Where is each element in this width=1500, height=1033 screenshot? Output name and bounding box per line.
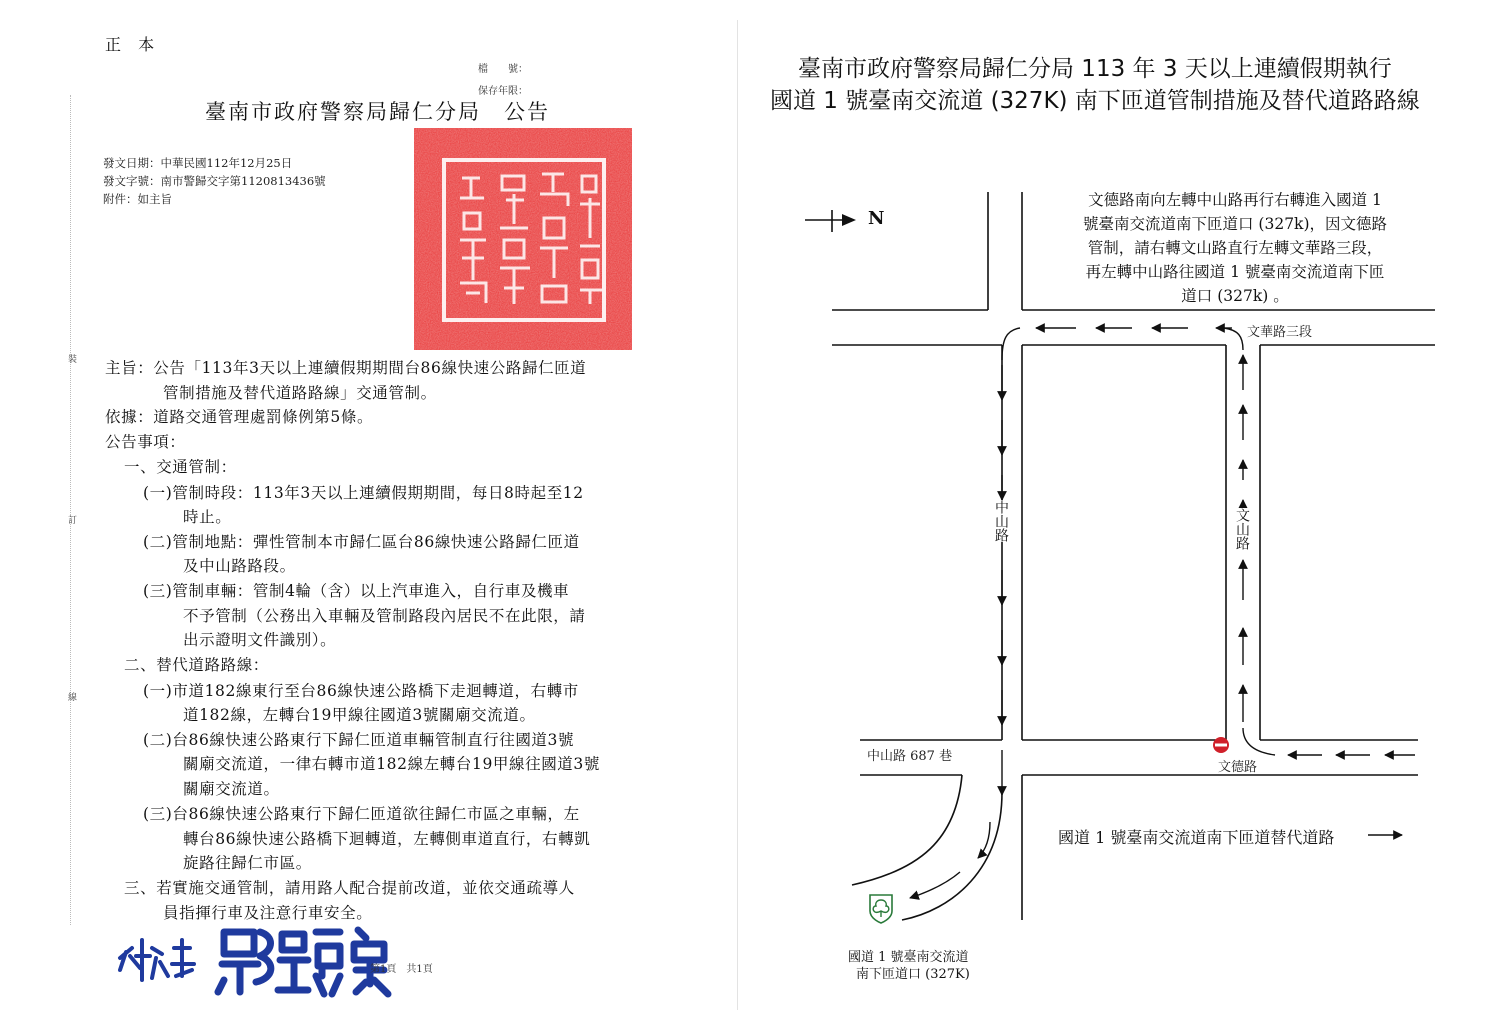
- subject-line-2: 管制措施及替代道路路線」交通管制。: [163, 384, 437, 402]
- official-seal-stamp: [414, 128, 632, 350]
- item-1-2-line-2: 及中山路路段。: [183, 557, 296, 575]
- item-2-2-line-1: (二)台86線快速公路東行下歸仁匝道車輛管制直行往國道3號: [143, 731, 575, 749]
- announcement-heading: 公告事項：: [105, 433, 186, 451]
- road-label-alley-687: 中山路 687 巷: [867, 749, 953, 764]
- item-2-1-line-1: (一)市道182線東行至台86線快速公路橋下走迴轉道，右轉市: [143, 682, 579, 700]
- road-label-zhongshan: 中山路: [993, 500, 1009, 542]
- detour-notice-line: 號臺南交流道南下匝道口 (327k)，因文德路: [1083, 215, 1387, 233]
- alternate-route-label: 國道 1 號臺南交流道南下匝道替代道路: [1058, 828, 1335, 847]
- map-title-line-2: 國道 1 號臺南交流道 (327K) 南下匝道管制措施及替代道路路線: [770, 88, 1420, 114]
- item-2-3-line-2: 轉台86線快速公路橋下迴轉道，左轉側車道直行，右轉凱: [183, 830, 591, 848]
- detour-notice: [1045, 188, 1425, 308]
- freeway-1-shield: [870, 895, 892, 923]
- copy-mark: 正 本: [105, 35, 161, 54]
- ramp-label-line-1: 國道 1 號臺南交流道: [848, 950, 969, 965]
- item-1-3-line-3: 出示證明文件識別）。: [183, 631, 337, 649]
- subject-line-1: 主旨：公告「113年3天以上連續假期期間台86線快速公路歸仁匝道: [105, 359, 587, 377]
- detour-notice-line: 再左轉中山路往國道 1 號臺南交流道南下匝: [1085, 263, 1385, 281]
- section-3-line-2: 員指揮行車及注意行車安全。: [163, 904, 373, 922]
- official-notice-page: [0, 0, 735, 1033]
- item-2-2-line-2: 關廟交流道，一律右轉市道182線左轉台19甲線往國道3號: [183, 755, 600, 773]
- road-map: [740, 0, 1500, 1033]
- road-label-wenshan: 文山路: [1234, 508, 1250, 550]
- road-label-wenhua: 文華路三段: [1247, 325, 1313, 340]
- detour-notice-line: 管制，請右轉文山路直行左轉文華路三段，: [1087, 239, 1383, 257]
- ramp-label-line-2: 南下匝道口 (327K): [856, 967, 970, 982]
- issue-number: 發文字號：南市警歸交字第1120813436號: [103, 174, 326, 188]
- item-2-2-line-3: 關廟交流道。: [183, 780, 280, 798]
- document-title: 臺南市政府警察局歸仁分局 公告: [205, 100, 550, 124]
- item-2-1-line-2: 道182線，左轉台19甲線往國道3號關廟交流道。: [183, 706, 536, 724]
- north-label: N: [868, 208, 885, 229]
- chief-signature: [112, 918, 402, 998]
- map-title-line-1: 臺南市政府警察局歸仁分局 113 年 3 天以上連續假期執行: [798, 56, 1392, 82]
- detour-notice-line: 道口 (327k) 。: [1181, 287, 1289, 305]
- item-1-1-line-1: (一)管制時段：113年3天以上連續假期期間，每日8時起至12: [143, 484, 584, 502]
- section-2-heading: 二、替代道路路線：: [124, 656, 269, 674]
- detour-notice-line: 文德路南向左轉中山路再行右轉進入國道 1: [1088, 191, 1382, 209]
- file-number-label: 檔 號：: [478, 64, 528, 75]
- item-2-3-line-3: 旋路往歸仁市區。: [183, 854, 312, 872]
- item-1-3-line-2: 不予管制（公務出入車輛及管制路段內居民不在此限，請: [183, 607, 586, 625]
- item-1-2-line-1: (二)管制地點：彈性管制本市歸仁區台86線快速公路歸仁匝道: [143, 533, 580, 551]
- section-3-line-1: 三、若實施交通管制，請用路人配合提前改道，並依交通疏導人: [124, 879, 575, 897]
- binding-mark-1: 裝: [68, 355, 78, 365]
- binding-line: [70, 95, 71, 925]
- page-divider: [737, 20, 738, 1010]
- road-label-wende: 文德路: [1218, 760, 1258, 775]
- binding-mark-3: 線: [68, 693, 78, 703]
- issue-date: 發文日期：中華民國112年12月25日: [103, 156, 293, 170]
- retention-label: 保存年限：: [478, 86, 528, 97]
- route-map-page: [740, 0, 1500, 1033]
- item-1-1-line-2: 時止。: [183, 508, 232, 526]
- legal-basis: 依據：道路交通管理處罰條例第5條。: [105, 408, 374, 426]
- binding-mark-2: 訂: [68, 516, 78, 526]
- item-2-3-line-1: (三)台86線快速公路東行下歸仁匝道欲往歸仁市區之車輛，左: [143, 805, 580, 823]
- page-count: 第1頁 共1頁: [370, 964, 433, 975]
- north-arrow: [805, 210, 856, 232]
- section-1-heading: 一、交通管制：: [124, 458, 237, 476]
- item-1-3-line-1: (三)管制車輛：管制4輪（含）以上汽車進入，自行車及機車: [143, 582, 570, 600]
- attachment-note: 附件：如主旨: [103, 192, 172, 206]
- no-entry-sign: [1213, 737, 1229, 753]
